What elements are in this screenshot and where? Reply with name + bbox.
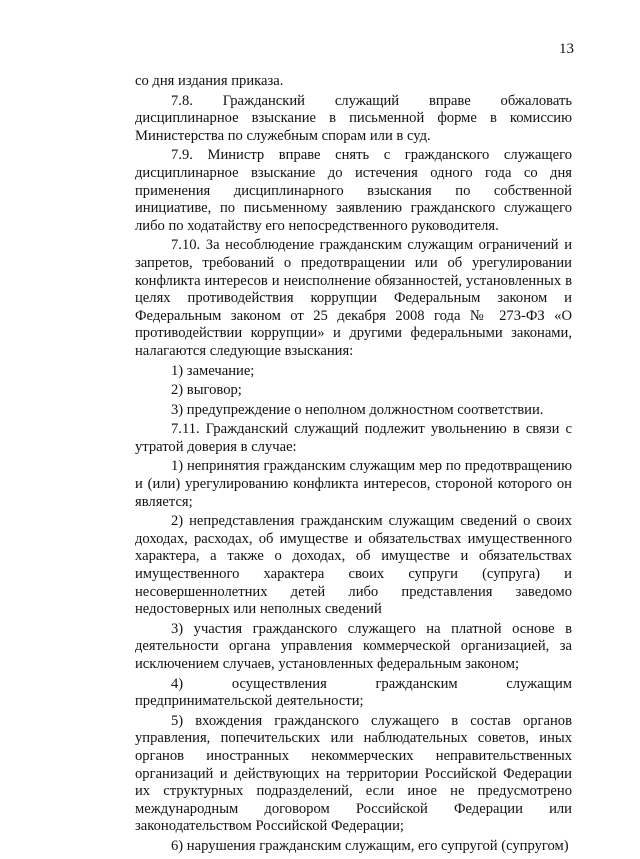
paragraph-7-9: 7.9. Министр вправе снять с гражданского служащего дисциплинарное взыскание до истечения одного года со дня применения дисциплинарного взыскания по собственной инициативе, по письменному заявлению гражданского служащего либо по ходатайству его непосредственного руководителя. bbox=[135, 147, 572, 234]
list-item-penalty-2: 2) выговор; bbox=[171, 382, 242, 399]
list-item-dismissal-6: 6) нарушения гражданским служащим, его супругой (супругом) bbox=[171, 837, 569, 854]
list-item-dismissal-2: 2) непредставления гражданским служащим сведений о своих доходах, расходах, об имуществе и обязательствах имущественного характера, а также о доходах, об имуществе и обязательствах имущественного характера своих супруги (супруга) и несовершеннолетних детей либо представления заведомо недостоверных или неполных сведений bbox=[135, 513, 572, 618]
document-body bbox=[135, 73, 572, 858]
paragraph-7-10: 7.10. За несоблюдение гражданским служащим ограничений и запретов, требований о предотвращении или об урегулировании конфликта интересов и неисполнение обязанностей, установленных в целях противодействия коррупции Федеральным законом и Федеральным законом от 25 декабря 2008 года № 273-ФЗ «О противодействии коррупции» и другими федеральными законами, налагаются следующие взыскания: bbox=[135, 237, 572, 359]
paragraph-7-11: 7.11. Гражданский служащий подлежит увольнению в связи с утратой доверия в случае: bbox=[135, 421, 572, 455]
paragraph-continuation: со дня издания приказа. bbox=[135, 73, 284, 89]
list-item-dismissal-5: 5) вхождения гражданского служащего в состав органов управления, попечительских или наблюдательных советов, иных органов иностранных некоммерческих неправительственных организаций и действующих на территории Российской Федерации их структурных подразделений, если иное не предусмотрено международным договором Российской Федерации или законодательством Российской Федерации; bbox=[135, 712, 572, 835]
list-item-dismissal-1: 1) непринятия гражданским служащим мер по предотвращению и (или) урегулированию конфликта интересов, стороной которого он является; bbox=[135, 458, 572, 510]
list-item-dismissal-3: 3) участия гражданского служащего на платной основе в деятельности органа управления коммерческой организацией, за исключением случаев, установленных федеральным законом; bbox=[135, 620, 572, 672]
list-item-penalty-1: 1) замечание; bbox=[171, 362, 255, 379]
list-item-penalty-3: 3) предупреждение о неполном должностном соответствии. bbox=[171, 401, 544, 418]
list-item-dismissal-4: 4) осуществления гражданским служащим предпринимательской деятельности; bbox=[135, 675, 572, 710]
page-number: 13 bbox=[559, 41, 574, 57]
paragraph-7-8: 7.8. Гражданский служащий вправе обжаловать дисциплинарное взыскание в письменной форме в комиссию Министерства по служебным спорам или в суд. bbox=[135, 92, 572, 144]
